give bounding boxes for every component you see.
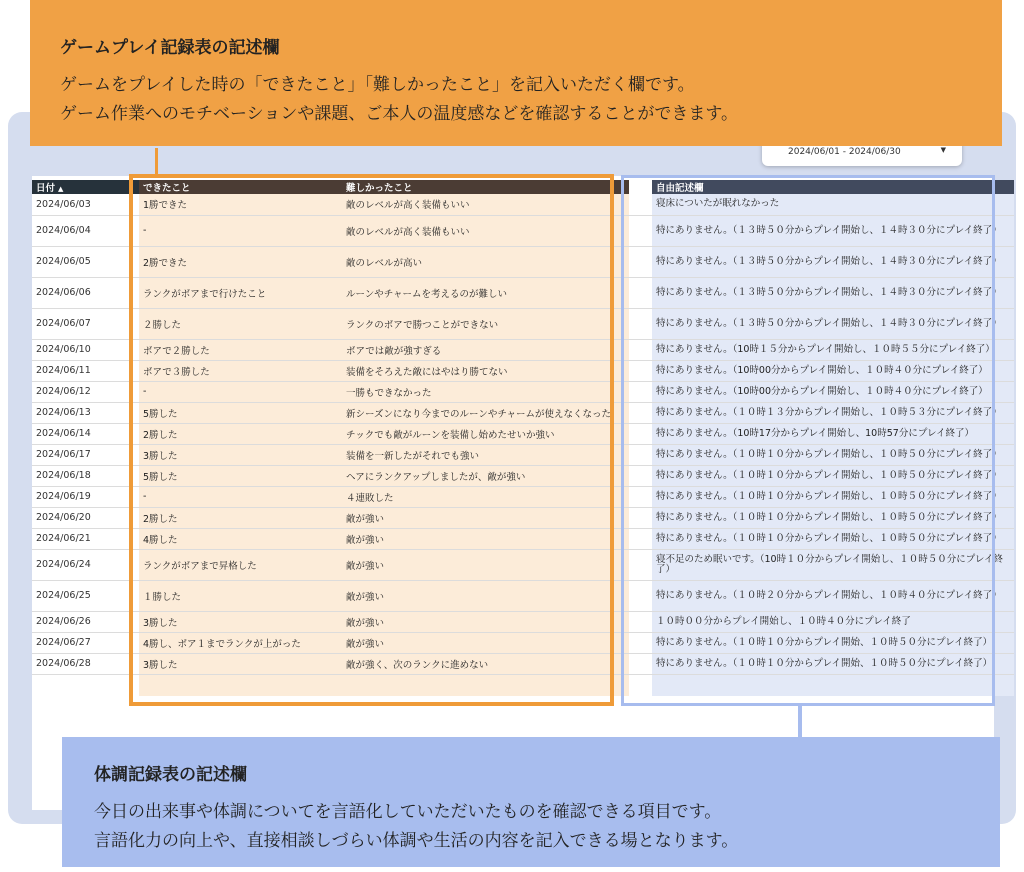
free-cell[interactable]: 特にありません。（１３時５０分からプレイ開始し、１４時３０分にプレイ終了） bbox=[652, 246, 1014, 277]
date-cell[interactable]: 2024/06/10 bbox=[32, 339, 139, 360]
gap-cell bbox=[629, 611, 652, 632]
gap-cell bbox=[629, 549, 652, 580]
done-cell[interactable]: 2勝した bbox=[139, 423, 342, 444]
hard-cell[interactable]: 一勝もできなかった bbox=[342, 381, 629, 402]
table-row[interactable] bbox=[32, 246, 1014, 277]
hard-cell[interactable]: 敵が強い bbox=[342, 507, 629, 528]
table-row[interactable] bbox=[32, 215, 1014, 246]
gap-cell bbox=[629, 444, 652, 465]
date-cell[interactable]: 2024/06/06 bbox=[32, 277, 139, 308]
date-cell[interactable]: 2024/06/24 bbox=[32, 549, 139, 580]
gap-cell bbox=[629, 423, 652, 444]
hard-cell[interactable]: 敵が強い bbox=[342, 580, 629, 611]
hard-cell[interactable]: ランクのボアで勝つことができない bbox=[342, 308, 629, 339]
date-cell[interactable]: 2024/06/13 bbox=[32, 402, 139, 423]
date-header-label: 日付 bbox=[36, 183, 56, 194]
gap-cell bbox=[629, 402, 652, 423]
done-cell[interactable]: 2勝できた bbox=[139, 246, 342, 277]
empty-cell bbox=[629, 674, 652, 696]
orange-connector-line bbox=[155, 148, 158, 176]
game-record-callout-text-1: ゲームをプレイした時の「できたこと」「難しかったこと」を記入いただく欄です。 bbox=[60, 75, 695, 95]
done-cell[interactable]: 5勝した bbox=[139, 465, 342, 486]
sort-ascending-icon[interactable]: ▲ bbox=[58, 185, 64, 193]
date-column-header[interactable] bbox=[32, 180, 139, 194]
empty-cell bbox=[652, 674, 1014, 696]
empty-cell bbox=[139, 674, 342, 696]
free-cell[interactable]: 特にありません。（10時１５分からプレイ開始し、１０時５５分にプレイ終了） bbox=[652, 339, 1014, 360]
table-row[interactable] bbox=[32, 339, 1014, 360]
gap-cell bbox=[629, 308, 652, 339]
done-cell[interactable]: ランクがボアまで昇格した bbox=[139, 549, 342, 580]
free-cell[interactable]: 特にありません。（10時17分からプレイ開始し、10時57分にプレイ終了） bbox=[652, 423, 1014, 444]
free-column-header[interactable]: 自由記述欄 bbox=[652, 180, 1014, 194]
table-row[interactable] bbox=[32, 360, 1014, 381]
date-cell[interactable]: 2024/06/25 bbox=[32, 580, 139, 611]
table-row[interactable] bbox=[32, 507, 1014, 528]
table-row[interactable] bbox=[32, 580, 1014, 611]
date-cell[interactable]: 2024/06/28 bbox=[32, 653, 139, 674]
table-row[interactable] bbox=[32, 444, 1014, 465]
table-row[interactable] bbox=[32, 653, 1014, 674]
gap-cell bbox=[629, 381, 652, 402]
done-column-header[interactable]: できたこと bbox=[139, 180, 342, 194]
table-row[interactable] bbox=[32, 486, 1014, 507]
gap-cell bbox=[629, 194, 652, 215]
table-row[interactable] bbox=[32, 465, 1014, 486]
date-cell[interactable]: 2024/06/11 bbox=[32, 360, 139, 381]
table-row[interactable] bbox=[32, 611, 1014, 632]
done-cell[interactable]: １勝した bbox=[139, 580, 342, 611]
date-cell[interactable]: 2024/06/03 bbox=[32, 194, 139, 215]
hard-cell[interactable]: 装備を一新したがそれでも強い bbox=[342, 444, 629, 465]
date-cell[interactable]: 2024/06/26 bbox=[32, 611, 139, 632]
date-cell[interactable]: 2024/06/27 bbox=[32, 632, 139, 653]
done-cell[interactable]: ボアで２勝した bbox=[139, 339, 342, 360]
hard-cell[interactable]: ボアでは敵が強すぎる bbox=[342, 339, 629, 360]
health-record-callout bbox=[62, 737, 1000, 867]
table-row[interactable] bbox=[32, 423, 1014, 444]
done-cell[interactable]: ランクがボアまで行けたこと bbox=[139, 277, 342, 308]
done-cell[interactable]: 3勝した bbox=[139, 444, 342, 465]
hard-cell[interactable]: ヘアにランクアップしましたが、敵が強い bbox=[342, 465, 629, 486]
free-cell[interactable]: 特にありません。（１３時５０分からプレイ開始し、１４時３０分にプレイ終了） bbox=[652, 277, 1014, 308]
date-cell[interactable]: 2024/06/20 bbox=[32, 507, 139, 528]
free-cell[interactable]: 特にありません。（１０時１０分からプレイ開始し、１０時５０分にプレイ終了） bbox=[652, 507, 1014, 528]
table-row[interactable] bbox=[32, 277, 1014, 308]
gap-cell bbox=[629, 632, 652, 653]
empty-cell bbox=[32, 674, 139, 696]
done-cell[interactable]: ２勝した bbox=[139, 308, 342, 339]
free-cell[interactable]: 特にありません。（１０時１０分からプレイ開始し、１０時５０分にプレイ終了） bbox=[652, 444, 1014, 465]
free-cell[interactable]: 特にありません。（１０時１０分からプレイ開始、１０時５０分にプレイ終了） bbox=[652, 632, 1014, 653]
table-row[interactable] bbox=[32, 549, 1014, 580]
free-cell[interactable]: 特にありません。（10時00分からプレイ開始し、１０時４０分にプレイ終了） bbox=[652, 360, 1014, 381]
game-record-callout-text-2: ゲーム作業へのモチベーションや課題、ご本人の温度感などを確認することができます。 bbox=[60, 104, 738, 124]
hard-cell[interactable]: 新シーズンになり今までのルーンやチャームが使えなくなった bbox=[342, 402, 629, 423]
gap-cell bbox=[629, 507, 652, 528]
free-cell[interactable]: 特にありません。（１０時１０分からプレイ開始し、１０時５０分にプレイ終了） bbox=[652, 528, 1014, 549]
chevron-down-icon[interactable]: ▼ bbox=[940, 146, 946, 154]
date-cell[interactable]: 2024/06/19 bbox=[32, 486, 139, 507]
free-cell[interactable]: 特にありません。（１０時１０分からプレイ開始、１０時５０分にプレイ終了） bbox=[652, 653, 1014, 674]
date-cell[interactable]: 2024/06/21 bbox=[32, 528, 139, 549]
table-row[interactable] bbox=[32, 194, 1014, 215]
free-cell[interactable]: 特にありません。（１０時２０分からプレイ開始し、１０時４０分にプレイ終了） bbox=[652, 580, 1014, 611]
hard-cell[interactable]: ルーンやチャームを考えるのが難しい bbox=[342, 277, 629, 308]
gap-cell bbox=[629, 580, 652, 611]
table-row[interactable] bbox=[32, 308, 1014, 339]
table-body bbox=[32, 194, 1014, 696]
date-cell[interactable]: 2024/06/04 bbox=[32, 215, 139, 246]
table-header-row bbox=[32, 180, 1014, 194]
free-cell[interactable]: １０時００分からプレイ開始し、１０時４０分にプレイ終了 bbox=[652, 611, 1014, 632]
free-cell[interactable]: 特にありません。（１０時１３分からプレイ開始し、１０時５３分にプレイ終了） bbox=[652, 402, 1014, 423]
gap-cell bbox=[629, 465, 652, 486]
date-cell[interactable]: 2024/06/05 bbox=[32, 246, 139, 277]
column-gap bbox=[629, 180, 652, 194]
hard-cell[interactable]: 敵が強い bbox=[342, 632, 629, 653]
gap-cell bbox=[629, 277, 652, 308]
table-empty-row bbox=[32, 674, 1014, 696]
hard-cell[interactable]: 敵のレベルが高い bbox=[342, 246, 629, 277]
hard-cell[interactable]: 敵のレベルが高く装備もいい bbox=[342, 215, 629, 246]
hard-cell[interactable]: 装備をそろえた敵にはやはり勝てない bbox=[342, 360, 629, 381]
done-cell[interactable]: 1勝できた bbox=[139, 194, 342, 215]
empty-cell bbox=[342, 674, 629, 696]
gap-cell bbox=[629, 246, 652, 277]
health-record-callout-text-1: 今日の出来事や体調についてを言語化していただいたものを確認できる項目です。 bbox=[94, 802, 722, 822]
done-cell[interactable]: - bbox=[139, 486, 342, 507]
free-cell[interactable]: 寝不足のため眠いです。（10時１０分からプレイ開始し、１０時５０分にプレイ終了） bbox=[652, 549, 1014, 580]
gap-cell bbox=[629, 339, 652, 360]
done-cell[interactable]: 4勝した bbox=[139, 528, 342, 549]
free-cell[interactable]: 特にありません。（１３時５０分からプレイ開始し、１４時３０分にプレイ終了） bbox=[652, 308, 1014, 339]
free-cell[interactable]: 特にありません。（１０時１０分からプレイ開始し、１０時５０分にプレイ終了） bbox=[652, 486, 1014, 507]
game-record-callout bbox=[30, 0, 1002, 146]
done-cell[interactable]: - bbox=[139, 215, 342, 246]
hard-cell[interactable]: 敵が強い bbox=[342, 611, 629, 632]
health-record-callout-title: 体調記録表の記述欄 bbox=[94, 765, 247, 785]
done-cell[interactable]: ボアで３勝した bbox=[139, 360, 342, 381]
done-cell[interactable]: 3勝した bbox=[139, 611, 342, 632]
gap-cell bbox=[629, 528, 652, 549]
date-cell[interactable]: 2024/06/14 bbox=[32, 423, 139, 444]
health-record-callout-text-2: 言語化力の向上や、直接相談しづらい体調や生活の内容を記入できる場となります。 bbox=[94, 831, 739, 851]
records-table bbox=[32, 180, 1014, 696]
hard-cell[interactable]: チックでも敵がルーンを装備し始めたせいか強い bbox=[342, 423, 629, 444]
free-cell[interactable]: 特にありません。（１３時５０分からプレイ開始し、１４時３０分にプレイ終了） bbox=[652, 215, 1014, 246]
free-cell[interactable]: 特にありません。（10時00分からプレイ開始し、１０時４０分にプレイ終了） bbox=[652, 381, 1014, 402]
date-range-value: 2024/06/01 - 2024/06/30 bbox=[788, 147, 901, 157]
table-row[interactable] bbox=[32, 381, 1014, 402]
blue-connector-line bbox=[798, 706, 802, 740]
done-cell[interactable]: - bbox=[139, 381, 342, 402]
hard-column-header[interactable]: 難しかったこと bbox=[342, 180, 629, 194]
done-cell[interactable]: 2勝した bbox=[139, 507, 342, 528]
gap-cell bbox=[629, 215, 652, 246]
gap-cell bbox=[629, 486, 652, 507]
hard-cell[interactable]: 敵が強い bbox=[342, 549, 629, 580]
table-row[interactable] bbox=[32, 632, 1014, 653]
table-row[interactable] bbox=[32, 528, 1014, 549]
gap-cell bbox=[629, 653, 652, 674]
hard-cell[interactable]: 敵が強く、次のランクに進めない bbox=[342, 653, 629, 674]
date-cell[interactable]: 2024/06/18 bbox=[32, 465, 139, 486]
done-cell[interactable]: 5勝した bbox=[139, 402, 342, 423]
hard-cell[interactable]: 敵が強い bbox=[342, 528, 629, 549]
date-cell[interactable]: 2024/06/17 bbox=[32, 444, 139, 465]
done-cell[interactable]: 4勝し、ボア１までランクが上がった bbox=[139, 632, 342, 653]
done-cell[interactable]: 3勝した bbox=[139, 653, 342, 674]
free-cell[interactable]: 寝床についたが眠れなかった bbox=[652, 194, 1014, 215]
table-row[interactable] bbox=[32, 402, 1014, 423]
free-cell[interactable]: 特にありません。（１０時１０分からプレイ開始し、１０時５０分にプレイ終了） bbox=[652, 465, 1014, 486]
hard-cell[interactable]: 敵のレベルが高く装備もいい bbox=[342, 194, 629, 215]
gap-cell bbox=[629, 360, 652, 381]
date-cell[interactable]: 2024/06/07 bbox=[32, 308, 139, 339]
hard-cell[interactable]: ４連敗した bbox=[342, 486, 629, 507]
date-cell[interactable]: 2024/06/12 bbox=[32, 381, 139, 402]
game-record-callout-title: ゲームプレイ記録表の記述欄 bbox=[60, 38, 280, 58]
